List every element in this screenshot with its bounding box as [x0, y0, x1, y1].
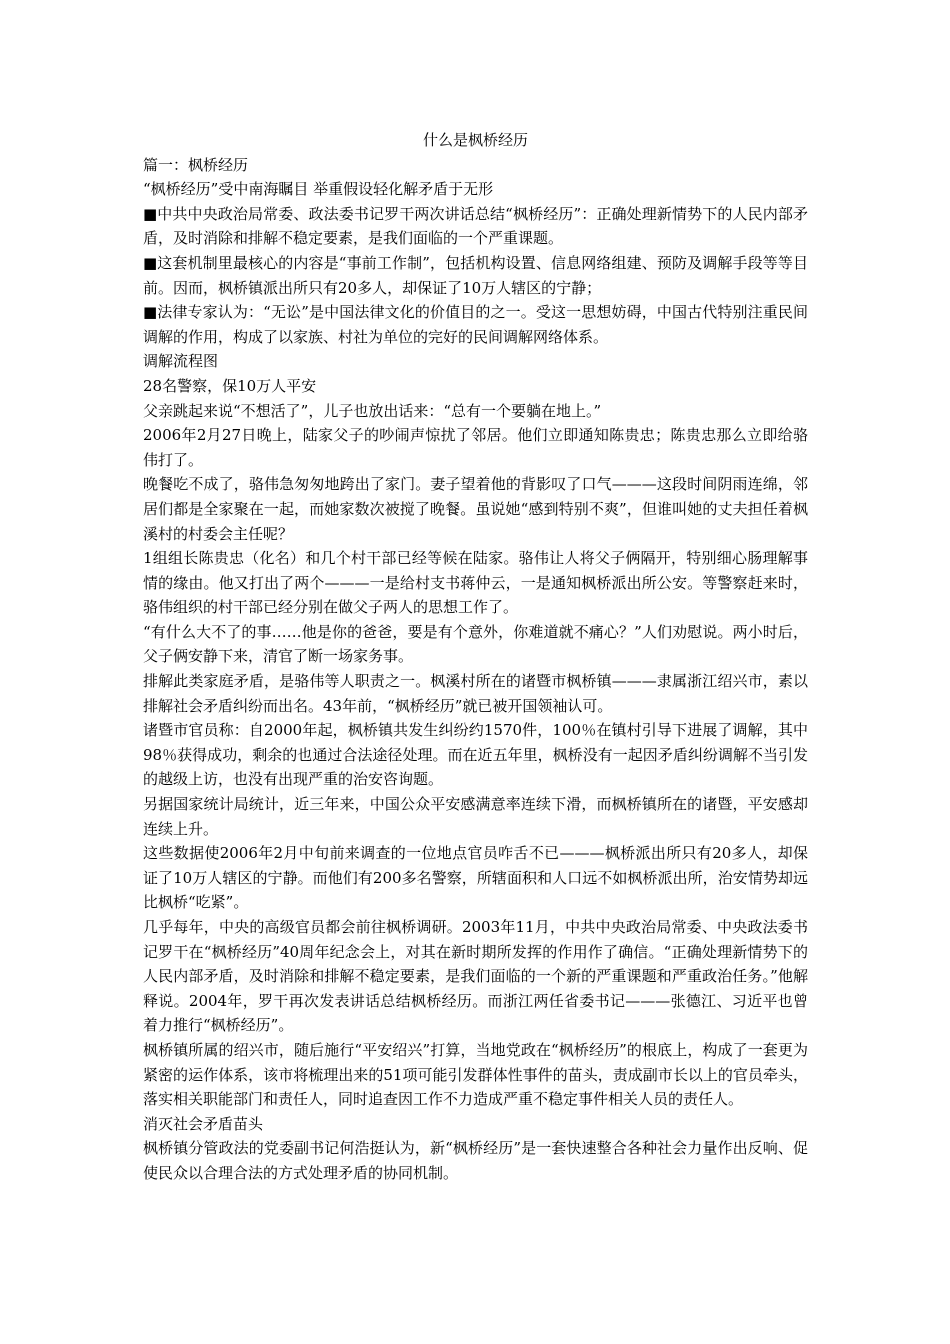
paragraph: 诸暨市官员称：自2000年起，枫桥镇共发生纠纷约1570件，100％在镇村引导下进展了调解，其中98％获得成功，剩余的也通过合法途径处理。而在近五年里，枫桥没有一起因矛盾纠纷调解不当引发的越级上访，也没有出现严重的治安咨询题。 [143, 721, 808, 789]
paragraph: 父亲跳起来说“不想活了”，儿子也放出话来：“总有一个要躺在地上。” [143, 401, 602, 420]
paragraph: 排解此类家庭矛盾，是骆伟等人职责之一。枫溪村所在的诸暨市枫桥镇———隶属浙江绍兴市，素以排解社会矛盾纠纷而出名。43年前，“枫桥经历”就已被开国领袖认可。 [143, 672, 808, 715]
paragraph: ■中共中央政治局常委、政法委书记罗干两次讲话总结“枫桥经历”：正确处理新情势下的人民内部矛盾，及时消除和排解不稳定要素，是我们面临的一个严重课题。 [143, 204, 808, 248]
paragraph: “枫桥经历”受中南海瞩目 举重假设轻化解矛盾于无形 [143, 180, 494, 199]
paragraph: ■这套机制里最核心的内容是“事前工作制”，包括机构设置、信息网络组建、预防及调解手段等等目前。因而，枫桥镇派出所只有20多人，却保证了10万人辖区的宁静； [143, 253, 808, 297]
paragraph: 消灭社会矛盾苗头 [143, 1114, 264, 1133]
paragraph: 篇一：枫桥经历 [143, 155, 249, 174]
paragraph: 28名警察，保10万人平安 [143, 376, 317, 395]
paragraph: 2006年2月27日晚上，陆家父子的吵闹声惊扰了邻居。他们立即通知陈贵忠；陈贵忠那么立即给骆伟打了。 [143, 426, 808, 469]
paragraph: 1组组长陈贵忠（化名）和几个村干部已经等候在陆家。骆伟让人将父子俩隔开，特别细心肠理解事情的缘由。他又打出了两个———一是给村支书蒋仲云，一是通知枫桥派出所公安。等警察赶来时，骆伟组织的村干部已经分别在做父子两人的思想工作了。 [143, 549, 808, 617]
paragraph: 另据国家统计局统计，近三年来，中国公众平安感满意率连续下滑，而枫桥镇所在的诸暨，平安感却连续上升。 [143, 795, 808, 838]
document-title: 什么是枫桥经历 [422, 131, 528, 149]
document-body [143, 128, 808, 1186]
paragraph: 晚餐吃不成了，骆伟急匆匆地跨出了家门。妻子望着他的背影叹了口气———这段时间阴雨连绵，邻居们都是全家聚在一起，而她家数次被搅了晚餐。虽说她“感到特别不爽”，但谁叫她的丈夫担任着枫溪村的村委会主任呢？ [143, 475, 808, 543]
paragraph: ■法律专家认为：“无讼”是中国法律文化的价值目的之一。受这一思想妨碍，中国古代特别注重民间调解的作用，构成了以家族、村社为单位的完好的民间调解网络体系。 [143, 303, 808, 346]
paragraph: 枫桥镇分管政法的党委副书记何浩挺认为，新“枫桥经历”是一套快速整合各种社会力量作出反响、促使民众以合理合法的方式处理矛盾的协同机制。 [143, 1139, 808, 1182]
paragraph: 枫桥镇所属的绍兴市，随后施行“平安绍兴”打算，当地党政在“枫桥经历”的根底上，构成了一套更为紧密的运作体系，该市将梳理出来的51项可能引发群体性事件的苗头，责成副市长以上的官员牵头，落实相关职能部门和责任人，同时追查因工作不力造成严重不稳定事件相关人员的责任人。 [143, 1040, 808, 1109]
paragraph: “有什么大不了的事……他是你的爸爸，要是有个意外，你难道就不痛心？”人们劝慰说。两小时后，父子俩安静下来，清官了断一场家务事。 [143, 622, 808, 666]
paragraph: 几乎每年，中央的高级官员都会前往枫桥调研。2003年11月，中共中央政治局常委、中央政法委书记罗干在“枫桥经历”40周年纪念会上，对其在新时期所发挥的作用作了确信。“正确处理新情势下的人民内部矛盾，及时消除和排解不稳定要素，是我们面临的一个新的严重课题和严重政治任务。”他解释说。2004年，罗干再次发表讲话总结枫桥经历。而浙江两任省委书记———张德江、习近平也曾着力推行“枫桥经历”。 [143, 918, 808, 1035]
paragraph: 这些数据使2006年2月中旬前来调查的一位地点官员咋舌不已———枫桥派出所只有20多人，却保证了10万人辖区的宁静。而他们有200多名警察，所辖面积和人口远不如枫桥派出所，治安情势却远比枫桥“吃紧”。 [143, 844, 808, 912]
paragraph: 调解流程图 [143, 352, 219, 371]
